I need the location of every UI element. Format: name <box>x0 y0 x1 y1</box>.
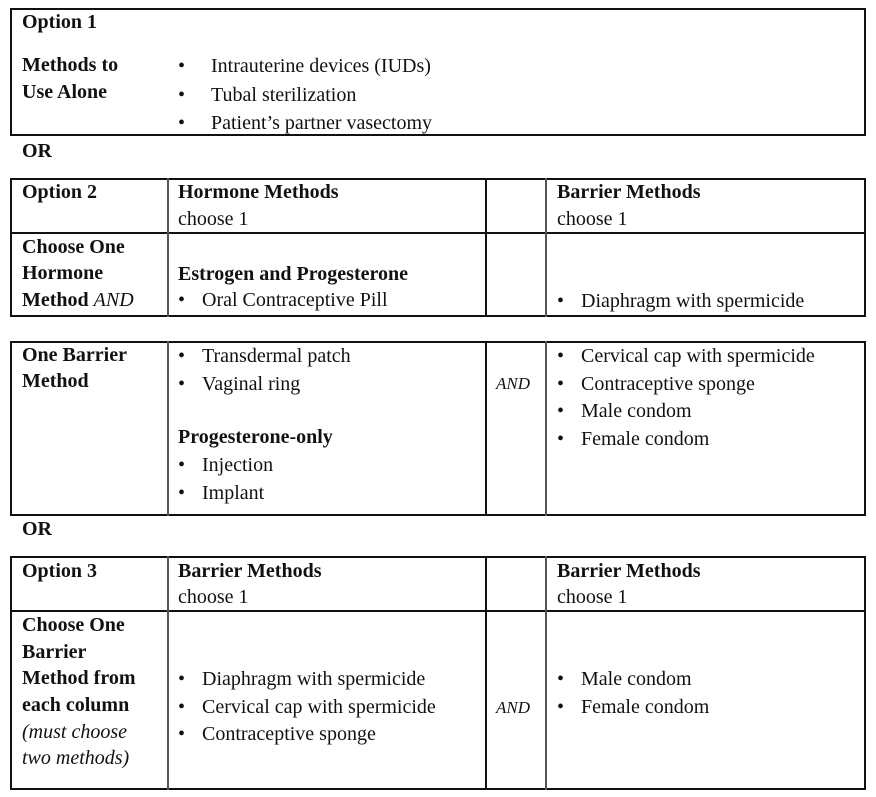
option1-label-line2: Use Alone <box>22 81 107 103</box>
list-item: • Cervical cap with spermicide <box>178 694 436 722</box>
option2-title: Option 2 <box>22 181 98 203</box>
list-item: • Diaphragm with spermicide <box>557 288 804 316</box>
option3-col-divider-2 <box>485 556 487 790</box>
list-item: • Implant <box>178 480 273 508</box>
option2-progesterone-heading: Progesterone-only <box>178 426 333 448</box>
option2-hormone-sub: choose 1 <box>178 208 249 230</box>
list-item: • Tubal sterilization <box>178 81 432 110</box>
option2-barrier-list-b <box>557 343 815 453</box>
option2-col-divider-3 <box>545 178 547 317</box>
option2-label2-line2: Method <box>22 370 89 392</box>
list-item: • Transdermal patch <box>178 343 351 371</box>
option1-title: Option 1 <box>22 11 98 33</box>
option2-label1-line3 <box>22 287 134 314</box>
option2b-col-divider-1 <box>167 341 169 516</box>
list-item: • Female condom <box>557 694 709 722</box>
list-item: • Patient’s partner vasectomy <box>178 109 432 138</box>
or-separator-2: OR <box>22 518 52 540</box>
option2-barrier-header: Barrier Methods <box>557 181 701 203</box>
list-item: • Intrauterine devices (IUDs) <box>178 52 432 81</box>
option2-progesterone-list <box>178 452 273 507</box>
option3-right-sub: choose 1 <box>557 586 628 608</box>
option2-label1-and: AND <box>93 289 134 311</box>
list-item: • Vaginal ring <box>178 371 351 399</box>
option2-label1-method: Method <box>22 289 89 311</box>
option3-left-header: Barrier Methods <box>178 560 322 582</box>
option2-estrogen-list-a <box>178 287 388 315</box>
option2b-col-divider-2 <box>485 341 487 516</box>
option2b-col-divider-3 <box>545 341 547 516</box>
option2-barrier-list-a <box>557 288 804 316</box>
list-item: • Female condom <box>557 426 815 454</box>
list-item: • Injection <box>178 452 273 480</box>
list-item: • Male condom <box>557 398 815 426</box>
option3-table <box>10 556 866 790</box>
option3-note-line1: (must choose <box>22 721 127 743</box>
option2-label1-line1: Choose One <box>22 236 125 258</box>
option3-right-header: Barrier Methods <box>557 560 701 582</box>
option3-label-line4: each column <box>22 694 130 716</box>
option3-header-divider <box>10 610 866 612</box>
list-item: • Cervical cap with spermicide <box>557 343 815 371</box>
option3-title: Option 3 <box>22 560 98 582</box>
option2-header-divider <box>10 232 866 234</box>
option2-label2-line1: One Barrier <box>22 344 127 366</box>
option2-estrogen-list-b <box>178 343 351 398</box>
option2-hormone-header: Hormone Methods <box>178 181 339 203</box>
option2-estrogen-heading: Estrogen and Progesterone <box>178 263 408 285</box>
option3-label-line3: Method from <box>22 667 136 689</box>
option2-label1-line2: Hormone <box>22 262 104 284</box>
option1-methods-list <box>178 52 432 138</box>
list-item: • Male condom <box>557 666 709 694</box>
option2-barrier-sub: choose 1 <box>557 208 628 230</box>
option2-col-divider-2 <box>485 178 487 317</box>
list-item: • Diaphragm with spermicide <box>178 666 436 694</box>
list-item: • Contraceptive sponge <box>557 371 815 399</box>
option3-left-sub: choose 1 <box>178 586 249 608</box>
option1-label-line1: Methods to <box>22 54 119 76</box>
option2-col-divider-1 <box>167 178 169 317</box>
option3-col-divider-3 <box>545 556 547 790</box>
option3-and-label: AND <box>496 698 530 717</box>
option2-and-label: AND <box>496 374 530 393</box>
list-item: • Contraceptive sponge <box>178 721 436 749</box>
option3-right-list <box>557 666 709 721</box>
option3-label-line2: Barrier <box>22 641 87 663</box>
option1-box <box>10 8 866 136</box>
option3-note-line2: two methods) <box>22 747 130 769</box>
or-separator-1: OR <box>22 140 52 162</box>
option3-left-list <box>178 666 436 749</box>
list-item: • Oral Contraceptive Pill <box>178 287 388 315</box>
option3-col-divider-1 <box>167 556 169 790</box>
option3-label-line1: Choose One <box>22 614 125 636</box>
